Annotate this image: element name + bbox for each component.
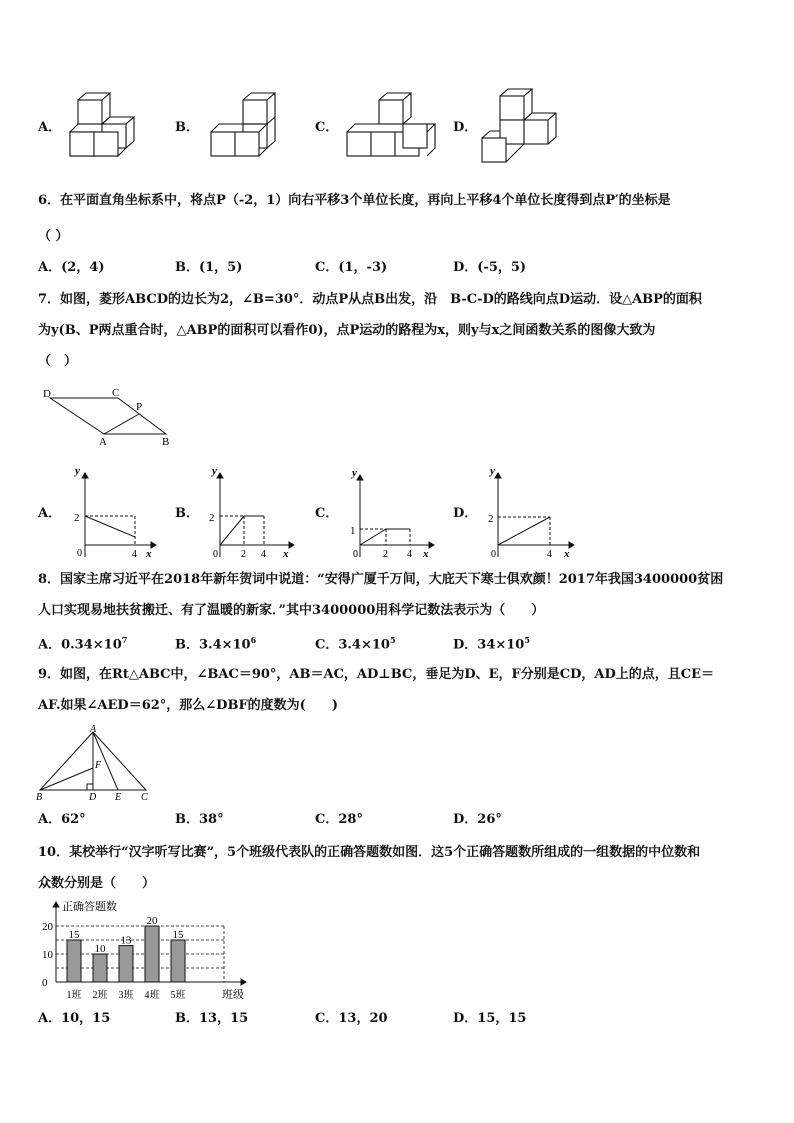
q5-figure-b	[205, 90, 285, 162]
q7-label-a: A	[99, 436, 107, 448]
chart-category-label: 5班	[170, 990, 186, 1001]
q7b-xtick-1: 2	[241, 549, 246, 560]
q7c-ytick: 1	[350, 525, 356, 537]
q8-option-c[interactable]	[315, 636, 396, 651]
q10-bar-chart	[40, 898, 260, 1002]
q7d-origin: 0	[491, 549, 496, 560]
q7a-xtick: 4	[132, 549, 137, 560]
q7c-xtick-2: 4	[407, 549, 412, 560]
q7b-ytick: 2	[209, 512, 215, 524]
q8-a-exp: 7	[121, 635, 128, 645]
chart-category-label: 1班	[66, 990, 82, 1001]
chart-bar	[145, 926, 159, 982]
chart-bar	[67, 940, 81, 982]
chart-value-label: 10	[94, 943, 106, 955]
q8-b-letter: B．	[175, 637, 199, 653]
q7-label-c: C	[112, 387, 120, 399]
q7-graph-a	[70, 465, 160, 560]
q7d-ylabel: y	[490, 465, 495, 477]
q6-option-b[interactable]: B．(1，5)	[175, 260, 243, 275]
q7-graph-d	[484, 465, 579, 560]
q8-d-letter: D．	[453, 637, 478, 653]
q9-label-f: F	[95, 760, 102, 771]
q6-paren: （ ）	[38, 229, 69, 244]
q7a-ytick: 2	[74, 512, 80, 524]
q7a-origin: 0	[77, 548, 82, 559]
q8-a-letter: A．	[38, 637, 62, 653]
q9-option-b[interactable]: B．38°	[175, 812, 224, 827]
chart-value-label: 13	[120, 934, 132, 947]
q7-label-b: B	[162, 436, 170, 448]
q6-stem: 6．在平面直角坐标系中，将点P（-2，1）向右平移3个单位长度，再向上平移4个单位长度得到点P′的坐标是	[38, 193, 671, 208]
q7b-ylabel: y	[212, 465, 217, 477]
q7-paren: （ ）	[38, 354, 78, 369]
chart-category-label: 3班	[118, 990, 134, 1001]
q10-option-b[interactable]: B．13，15	[175, 1011, 249, 1026]
q7c-xlabel: x	[423, 548, 429, 560]
q9-label-b: B	[36, 792, 43, 803]
chart-ytick-label: 0	[42, 977, 48, 989]
q7-graph-b	[206, 465, 301, 560]
q5-figure-c	[343, 90, 443, 162]
q8-option-b[interactable]	[175, 636, 256, 651]
q7-option-d[interactable]: D．	[453, 506, 478, 521]
q8-option-d[interactable]	[453, 636, 530, 651]
q7-option-b[interactable]: B．	[175, 506, 199, 521]
q7a-ylabel: y	[75, 465, 80, 477]
q5-figure-a	[66, 90, 146, 162]
q8-a-mant: 0.34×10	[61, 637, 122, 653]
q8-line2: 人口实现易地扶贫搬迁、有了温暖的新家．”其中3400000用科学记数法表示为（ ）	[38, 603, 545, 618]
q5-option-c[interactable]: C．	[315, 120, 339, 135]
q9-line2: AF.如果∠AED＝62°，那么∠DBF的度数为( )	[38, 698, 338, 713]
q7b-xtick-2: 4	[261, 549, 266, 560]
q9-triangle-figure	[34, 724, 154, 802]
q7d-xlabel: x	[564, 548, 570, 560]
chart-bar	[171, 940, 185, 982]
chart-title: 正确答题数	[62, 901, 117, 913]
q5-option-b[interactable]: B．	[175, 120, 199, 135]
q8-c-letter: C．	[315, 637, 339, 653]
q8-option-a[interactable]	[38, 636, 127, 651]
chart-value-label: 20	[146, 915, 158, 927]
q7-label-d: D	[43, 388, 51, 400]
q7d-ytick: 2	[488, 513, 494, 525]
q5-option-a[interactable]: A．	[38, 120, 62, 135]
q8-b-exp: 6	[250, 635, 257, 645]
q7b-origin: 0	[213, 549, 218, 560]
chart-bar	[93, 954, 107, 982]
q5-option-d[interactable]: D．	[453, 120, 478, 135]
q9-line1: 9．如图，在Rt△ABC中，∠BAC＝90°，AB＝AC，AD⊥BC，垂足为D、E，F分别是CD，AD上的点，且CE＝	[38, 667, 714, 682]
q9-label-e: E	[115, 792, 122, 803]
q7c-ylabel: y	[352, 467, 357, 479]
q8-c-exp: 5	[389, 635, 396, 645]
chart-bar	[119, 946, 133, 982]
q8-d-mant: 34×10	[477, 637, 525, 653]
q6-option-a[interactable]: A．(2，4)	[38, 260, 105, 275]
q9-label-a: A	[90, 724, 97, 735]
q7-line1: 7．如图，菱形ABCD的边长为2，∠B=30°．动点P从点B出发，沿 B-C-D的路线向点D运动．设△ABP的面积	[38, 292, 702, 307]
chart-value-label: 15	[172, 929, 184, 941]
q7c-origin: 0	[353, 549, 358, 560]
chart-xlabel: 班级	[222, 989, 244, 1001]
q7d-xtick: 4	[547, 549, 552, 560]
q10-line1: 10．某校举行“汉字听写比赛”，5个班级代表队的正确答题数如图．这5个正确答题数所组成的一组数据的中位数和	[38, 845, 701, 860]
q7-option-c[interactable]: C．	[315, 506, 339, 521]
q9-label-c: C	[141, 792, 148, 803]
q6-option-c[interactable]: C．(1，-3)	[315, 260, 388, 275]
q7-line2: 为y(B、P两点重合时，△ABP的面积可以看作0)，点P运动的路程为x，则y与x之间函数关系的图像大致为	[38, 323, 656, 338]
q8-d-exp: 5	[524, 635, 530, 645]
q10-option-a[interactable]: A．10，15	[38, 1011, 111, 1026]
q6-option-d[interactable]: D．(-5，5)	[453, 260, 527, 275]
q7-rhombus-figure	[40, 384, 180, 450]
q10-option-d[interactable]: D．15，15	[453, 1011, 527, 1026]
q5-figure-d	[478, 86, 562, 166]
chart-category-label: 2班	[92, 990, 108, 1001]
q8-line1: 8．国家主席习近平在2018年新年贺词中说道：“安得广厦千万间，大庇天下寒士俱欢颜！2017年我国3400000贫困	[38, 572, 724, 587]
q9-label-d: D	[89, 792, 97, 803]
q7-graph-c	[346, 465, 441, 560]
chart-ytick-label: 20	[42, 921, 53, 933]
q7-label-p: P	[136, 401, 143, 413]
chart-ytick-label: 10	[42, 949, 53, 961]
q7a-xlabel: x	[146, 548, 152, 560]
q8-b-mant: 3.4×10	[199, 637, 251, 653]
q9-option-c[interactable]: C．28°	[315, 812, 363, 827]
q10-line2: 众数分别是（ ）	[38, 876, 156, 891]
chart-category-label: 4班	[144, 990, 160, 1001]
chart-value-label: 15	[68, 929, 80, 941]
q9-option-a[interactable]: A．62°	[38, 812, 86, 827]
q9-option-d[interactable]: D．26°	[453, 812, 502, 827]
q7b-xlabel: x	[283, 548, 289, 560]
q10-option-c[interactable]: C．13，20	[315, 1011, 388, 1026]
q7c-xtick-1: 2	[383, 549, 388, 560]
q7-option-a[interactable]: A．	[38, 506, 62, 521]
q8-c-mant: 3.4×10	[338, 637, 390, 653]
